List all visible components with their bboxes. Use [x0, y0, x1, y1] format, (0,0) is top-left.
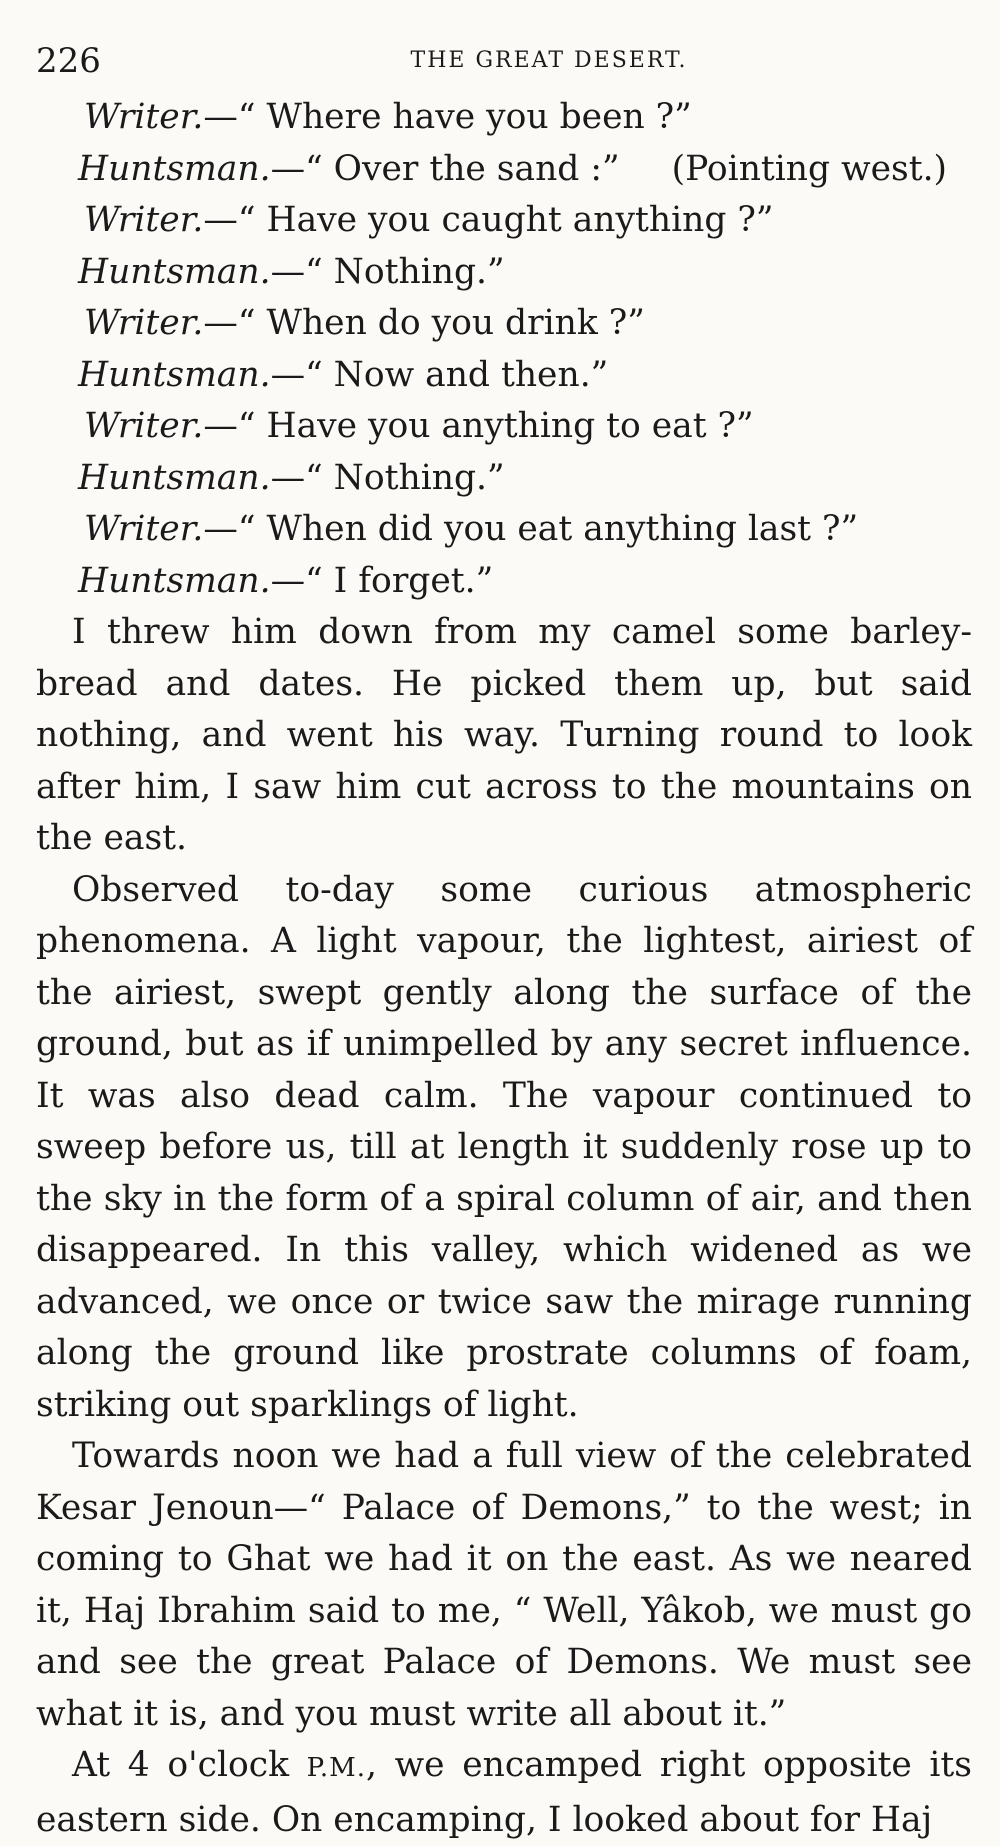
dialogue-text: —“ Nothing.”: [270, 251, 505, 292]
dialogue-text: —“ Have you caught anything ?”: [203, 200, 774, 240]
running-title: THE GREAT DESERT.: [410, 48, 688, 73]
dialogue-text: —“ Have you anything to eat ?”: [203, 406, 754, 446]
speaker-name: Huntsman.: [78, 354, 271, 395]
speaker-name: Huntsman.: [78, 148, 271, 189]
speaker-name: Huntsman.: [78, 457, 271, 498]
dialogue-line: [36, 144, 972, 196]
speaker-name: Writer.: [84, 509, 204, 549]
paragraph-palace: Towards noon we had a full view of the celebrated Kesar Jenoun—“ Palace of Demons,” to the west; in coming to Ghat we had it on the east. As we neared it, Haj Ibrahim said to me, “ Well, Yâkob, we must go and see the great Palace of Demons. We must see what it is, and you must write all about it.”: [36, 1436, 972, 1734]
time-pm: P.M.: [306, 1753, 367, 1783]
running-head: [36, 38, 972, 84]
dialogue-line: [36, 556, 972, 608]
speaker-name: Writer.: [84, 406, 204, 446]
speaker-name: Writer.: [84, 303, 204, 343]
dialogue-text: —“ Where have you been ?”: [203, 97, 692, 137]
dialogue: [36, 92, 972, 607]
paragraph-vapour: Observed to-day some curious atmospheric phenomena. A light vapour, the lightest, airiest of the airiest, swept gently along the surface of the ground, but as if unimpelled by any secret influence. It was also dead calm. The vapour continued to sweep before us, till at length it suddenly rose up to the sky in the form of a spiral column of air, and then disappeared. In this valley, which widened as we advanced, we once or twice saw the mirage running along the ground like prostrate columns of foam, striking out sparklings of light.: [36, 869, 972, 1425]
dialogue-line: [36, 401, 972, 453]
dialogue-line: [36, 350, 972, 402]
dialogue-line: [36, 504, 972, 556]
dialogue-text: —“ I forget.”: [270, 560, 494, 601]
dialogue-line: [36, 195, 972, 247]
encamp-text-end: , we encamped right opposite its eastern side. On encamping, I looked about for Haj: [36, 1745, 972, 1840]
speaker-name: Huntsman.: [78, 560, 271, 601]
dialogue-line: [36, 453, 972, 505]
dialogue-text: —“ Now and then.”: [270, 354, 609, 395]
paragraph-encamp: [36, 1740, 972, 1846]
speaker-name: Huntsman.: [78, 251, 271, 292]
stage-direction: (Pointing west.): [671, 148, 948, 189]
encamp-text-start: At 4 o'clock: [72, 1745, 307, 1785]
speaker-name: Writer.: [84, 97, 204, 137]
page-number: 226: [36, 41, 101, 81]
dialogue-text: —“ Over the sand :”: [270, 148, 620, 189]
dialogue-text: —“ When do you drink ?”: [203, 303, 645, 343]
dialogue-line: [36, 247, 972, 299]
paragraph-camel: I threw him down from my camel some barley-bread and dates. He picked them up, but said nothing, and went his way. Turning round to look after him, I saw him cut across to the mountains on the east.: [36, 612, 972, 858]
dialogue-text: —“ When did you eat anything last ?”: [203, 509, 859, 549]
dialogue-line: [36, 92, 972, 144]
dialogue-text: —“ Nothing.”: [270, 457, 505, 498]
speaker-name: Writer.: [84, 200, 204, 240]
dialogue-line: [36, 298, 972, 350]
